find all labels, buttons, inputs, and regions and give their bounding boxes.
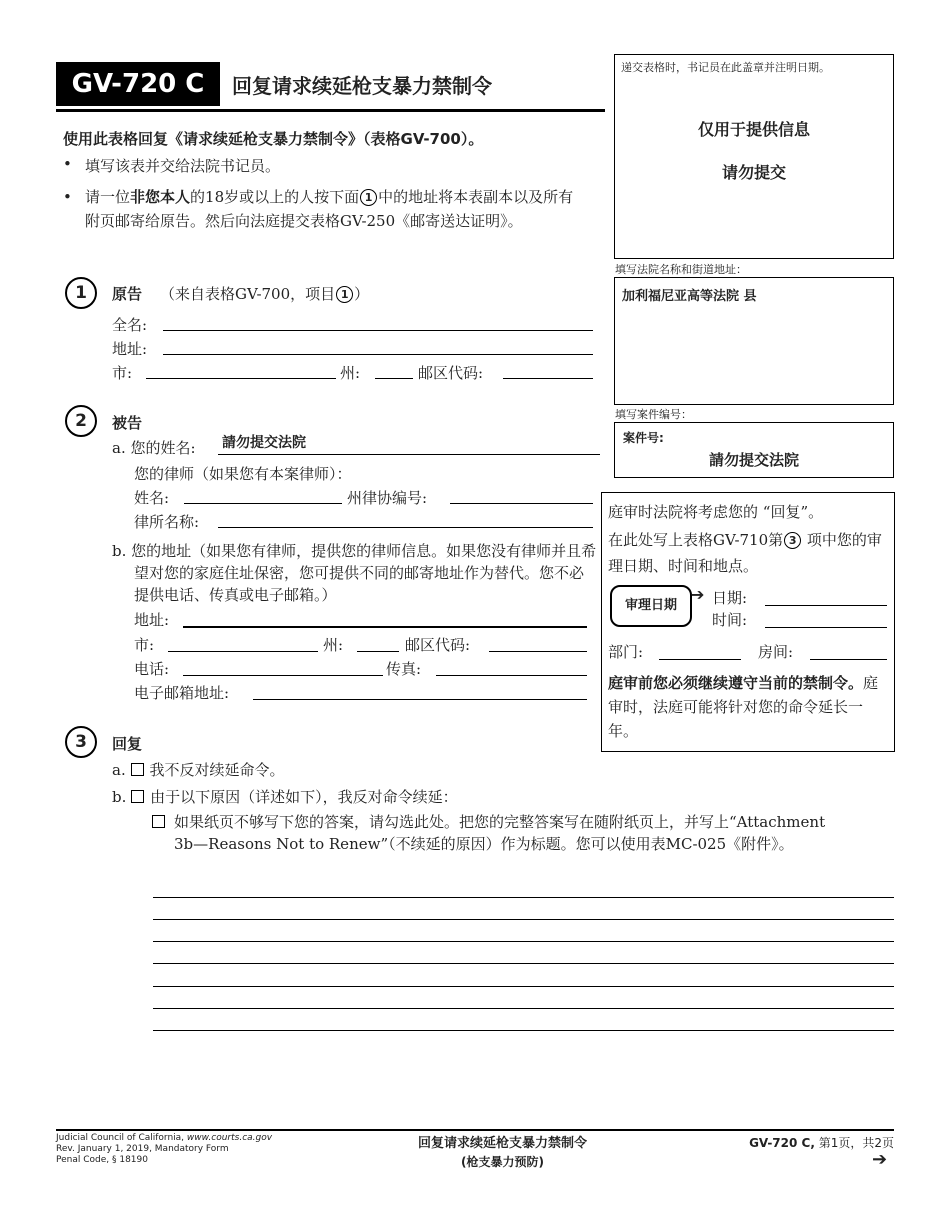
section-3-title: 回复	[112, 735, 143, 753]
phone-label: 电话:	[134, 660, 170, 678]
intro-text: 使用此表格回复《请求续延枪支暴力禁制令》（表格GV-700）。	[63, 130, 484, 148]
footer-page: GV-720 C, 第1页，共2页	[749, 1136, 894, 1150]
respondent-zip-field[interactable]	[489, 651, 587, 652]
bullet-2: • 请一位非您本人的18岁或以上的人按下面 1 中的地址将本表副本以及所有附页邮寄给原告。然后向法庭提交表格GV-250《邮寄送达证明》。	[63, 188, 574, 230]
hearing-warning: 庭审前您必须继续遵守当前的禁制令。庭审时，法庭可能将针对您的命令延长一年。	[608, 674, 879, 740]
form-title: 回复请求续延枪支暴力禁制令	[232, 74, 492, 98]
info-only-label: 仅用于提供信息	[697, 120, 810, 139]
item-3-circle: 3	[784, 532, 801, 549]
no-objection-checkbox[interactable]	[131, 763, 144, 776]
firm-name-field[interactable]	[218, 527, 593, 528]
answer-line[interactable]	[153, 919, 894, 920]
lawyer-name-label: 姓名:	[134, 489, 170, 507]
court-box-label: 填写法院名称和街道地址：	[615, 263, 747, 276]
object-checkbox[interactable]	[131, 790, 144, 803]
bar-number-field[interactable]	[450, 503, 593, 504]
footer-title: 回复请求续延枪支暴力禁制令 (枪支暴力预防)	[417, 1136, 587, 1169]
answer-line[interactable]	[153, 897, 894, 898]
item-1-circle: 1	[360, 189, 377, 206]
case-number-label: 案件号:	[623, 431, 664, 445]
clerk-note: 递交表格时，书记员在此盖章并注明日期。	[621, 61, 830, 74]
attachment-checkbox[interactable]	[152, 815, 165, 828]
lawyer-name-field[interactable]	[184, 503, 342, 504]
fax-label: 传真:	[386, 660, 422, 678]
room-field[interactable]	[810, 659, 887, 660]
respondent-state-field[interactable]	[357, 651, 399, 652]
section-3-number: 3	[65, 726, 97, 758]
time-field[interactable]	[765, 627, 887, 628]
respondent-city-field[interactable]	[168, 651, 318, 652]
phone-field[interactable]	[183, 675, 383, 676]
plaintiff-address-label: 地址:	[112, 340, 148, 358]
section-1-subtitle: （来自表格GV-700，项目 1 ）	[160, 285, 370, 303]
attachment-option: 如果纸页不够写下您的答案，请勾选此处。把您的完整答案写在随附纸页上，并写上“Attachment 3b—Reasons Not to Renew”（不续延的原因）作为标题。您可以使用表MC-025《附件》。	[152, 811, 832, 855]
bar-number-label: 州律协编号:	[347, 489, 428, 507]
respondent-address-instructions: b. 您的地址（如果您有律师，提供您的律师信息。如果您没有律师并且希望对您的家庭住址保密，您可提供不同的邮寄地址作为替代。您不必提供电话、传真或电子邮箱。）	[112, 542, 597, 604]
answer-line[interactable]	[153, 1008, 894, 1009]
respondent-state-label: 州:	[323, 636, 344, 654]
section-1-title: 原告	[112, 285, 143, 303]
court-name-value: 加利福尼亚高等法院 县	[622, 289, 757, 304]
do-not-file-label: 请勿提交	[721, 163, 786, 182]
hearing-line2: 在此处写上表格GV-710第 3 项中您的审理日期、时间和地点。	[608, 531, 882, 575]
footer-rule	[56, 1129, 894, 1131]
answer-line[interactable]	[153, 941, 894, 942]
email-field[interactable]	[253, 699, 587, 700]
form-number-badge: GV-720 C	[56, 62, 220, 106]
firm-name-label: 律所名称:	[134, 513, 200, 531]
section-2-number: 2	[65, 405, 97, 437]
clerk-stamp-box	[614, 54, 894, 259]
next-page-arrow-icon[interactable]: ➔	[872, 1149, 888, 1170]
email-label: 电子邮箱地址:	[134, 684, 230, 702]
plaintiff-name-field[interactable]	[163, 330, 593, 331]
court-name-box[interactable]	[614, 277, 894, 405]
plaintiff-state-field[interactable]	[375, 378, 413, 379]
lawyer-label: 您的律师（如果您有本案律师）：	[134, 465, 352, 483]
respondent-zip-label: 邮区代码:	[405, 636, 471, 654]
plaintiff-address-field[interactable]	[163, 354, 593, 355]
hearing-box	[601, 492, 895, 752]
plaintiff-state-label: 州:	[340, 364, 361, 382]
option-b: b. 由于以下原因（详述如下），我反对命令续延：	[112, 788, 458, 806]
case-box-label: 填写案件编号：	[615, 408, 692, 421]
plaintiff-city-field[interactable]	[146, 378, 336, 379]
date-field[interactable]	[765, 605, 887, 606]
section-2-title: 被告	[112, 414, 143, 432]
date-label: 日期:	[712, 589, 748, 607]
dept-field[interactable]	[659, 659, 741, 660]
respondent-address-label: 地址:	[134, 611, 170, 629]
respondent-address-field[interactable]	[183, 626, 587, 628]
option-a: a. 我不反对续延命令。	[112, 761, 285, 779]
dept-label: 部门:	[608, 643, 644, 661]
plaintiff-zip-field[interactable]	[503, 378, 593, 379]
plaintiff-city-label: 市:	[112, 364, 133, 382]
hearing-line1: 庭审时法院将考虑您的 “回复”。	[608, 503, 824, 521]
answer-line[interactable]	[153, 1030, 894, 1031]
respondent-name-value[interactable]: 請勿提交法院	[222, 435, 306, 451]
respondent-name-field[interactable]	[218, 454, 600, 455]
respondent-city-label: 市:	[134, 636, 155, 654]
answer-line[interactable]	[153, 963, 894, 964]
time-label: 时间:	[712, 611, 748, 629]
case-number-value: 請勿提交法院	[708, 451, 799, 469]
fax-field[interactable]	[436, 675, 587, 676]
section-1-number: 1	[65, 277, 97, 309]
plaintiff-name-label: 全名:	[112, 316, 148, 334]
case-number-box[interactable]	[614, 422, 894, 478]
room-label: 房间:	[758, 643, 794, 661]
respondent-name-label: a. 您的姓名:	[112, 439, 196, 457]
plaintiff-zip-label: 邮区代码:	[418, 364, 484, 382]
hearing-date-badge: 审理日期	[610, 585, 692, 627]
arrow-icon: ➔	[691, 585, 705, 604]
header-rule	[56, 109, 605, 112]
courts-link[interactable]: www.courts.ca.gov	[186, 1133, 273, 1143]
footer-left: Judicial Council of California, www.courts.ca.gov Rev. January 1, 2019, Mandatory Form Penal Code, § 18190	[56, 1133, 273, 1165]
answer-line[interactable]	[153, 986, 894, 987]
